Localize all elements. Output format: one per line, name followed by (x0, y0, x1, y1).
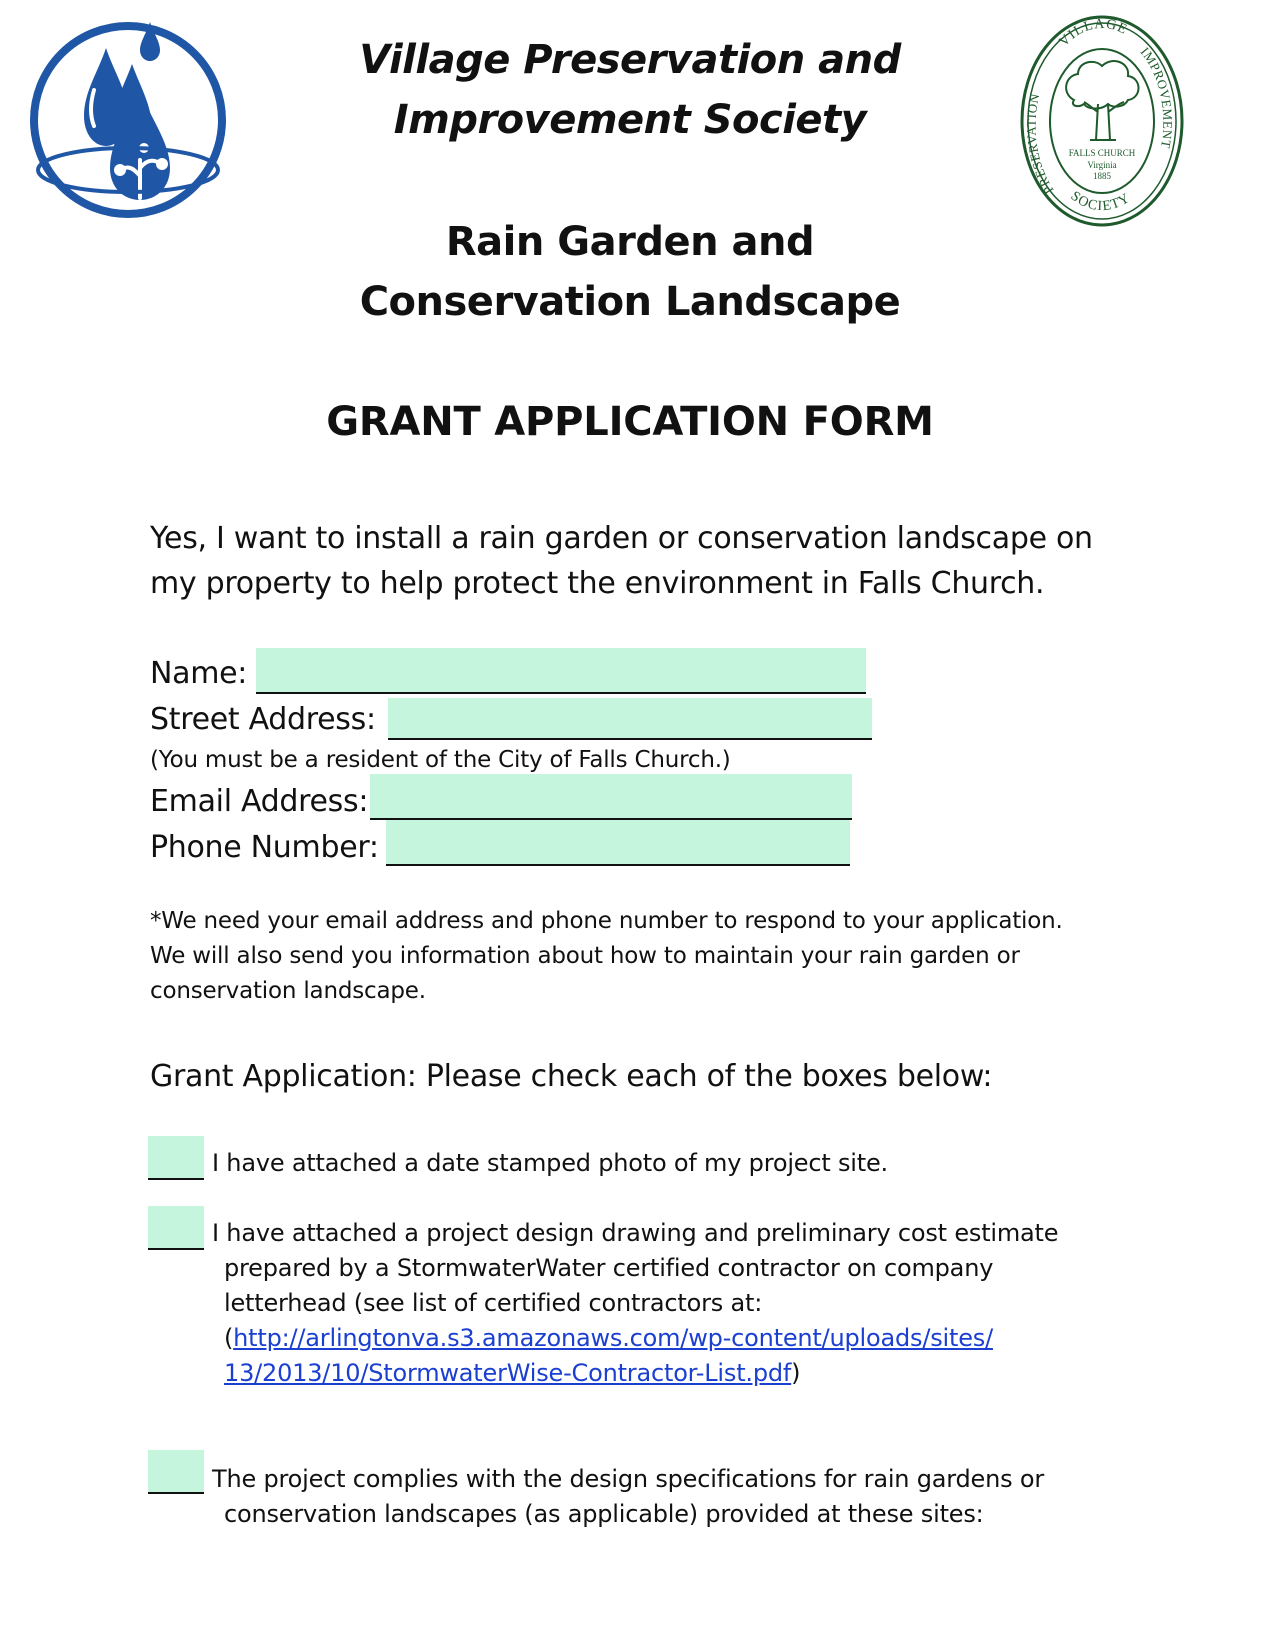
society-seal-logo (1018, 12, 1186, 230)
email-address-field[interactable] (370, 774, 852, 820)
svg-text:Virginia: Virginia (1087, 160, 1117, 170)
link-open-paren: ( (224, 1324, 234, 1352)
phone-number-field[interactable] (386, 820, 850, 866)
org-name-line1: Village Preservation and (359, 37, 901, 83)
contractor-list-link-line2 (224, 1356, 800, 1391)
checklist-item-design-line1: I have attached a project design drawing and preliminary cost estimate (212, 1219, 1059, 1247)
water-drop-logo (28, 20, 228, 220)
program-title-line1: Rain Garden and (445, 219, 815, 265)
name-label: Name: (150, 656, 248, 691)
checkbox-design-compliance[interactable] (148, 1450, 204, 1494)
svg-text:IMPROVEMENT: IMPROVEMENT (1137, 44, 1176, 150)
svg-text:FALLS CHURCH: FALLS CHURCH (1068, 148, 1136, 158)
street-address-field[interactable] (388, 698, 872, 740)
contractor-list-link[interactable]: http://arlingtonva.s3.amazonaws.com/wp-content/uploads/sites/ (233, 1324, 993, 1352)
intro-line2: my property to help protect the environment in Falls Church. (150, 566, 1045, 601)
checkbox-photo-attached[interactable] (148, 1136, 204, 1180)
checkbox-design-drawing[interactable] (148, 1206, 204, 1250)
svg-text:SOCIETY: SOCIETY (1067, 188, 1134, 215)
checklist-item-design-line2: prepared by a StormwaterWater certified contractor on company (224, 1254, 994, 1282)
svg-text:PRESERVATION: PRESERVATION (1023, 91, 1057, 197)
checklist-item-compliance-line1: The project complies with the design specifications for rain gardens or (212, 1465, 1045, 1493)
contact-note-line2: We will also send you information about how to maintain your rain garden or (150, 943, 1020, 969)
contact-note-line3: conservation landscape. (150, 978, 426, 1004)
checklist-item-design-line3: letterhead (see list of certified contractors at: (224, 1289, 763, 1317)
checklist-item-photo: I have attached a date stamped photo of my project site. (212, 1149, 888, 1177)
checklist-item-compliance-line2: conservation landscapes (as applicable) provided at these sites: (224, 1500, 984, 1528)
email-address-label: Email Address: (150, 784, 369, 819)
contractor-list-link-continued[interactable]: 13/2013/10/StormwaterWise-Contractor-List.pdf (224, 1359, 792, 1387)
org-name-line2: Improvement Society (393, 97, 867, 143)
phone-number-label: Phone Number: (150, 830, 379, 865)
resident-note: (You must be a resident of the City of Falls Church.) (150, 747, 731, 773)
intro-line1: Yes, I want to install a rain garden or conservation landscape on (150, 521, 1093, 556)
checklist-heading: Grant Application: Please check each of the boxes below: (150, 1059, 993, 1094)
form-title: GRANT APPLICATION FORM (326, 399, 934, 445)
street-address-label: Street Address: (150, 702, 376, 737)
contact-note-line1: *We need your email address and phone number to respond to your application. (150, 908, 1063, 934)
contractor-list-link-line1 (224, 1321, 993, 1356)
program-title-line2: Conservation Landscape (359, 279, 901, 325)
link-close-paren: ) (791, 1359, 801, 1387)
svg-text:1885: 1885 (1093, 171, 1111, 181)
name-field[interactable] (256, 648, 866, 694)
svg-text:VILLAGE: VILLAGE (1056, 16, 1130, 50)
